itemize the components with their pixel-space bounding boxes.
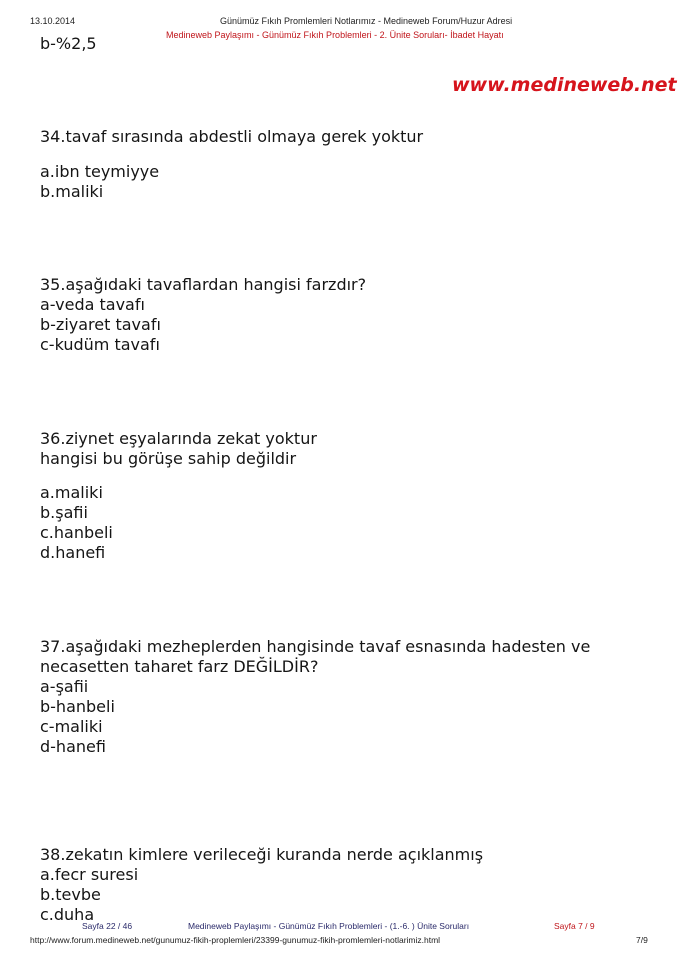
watermark-text: www.medineweb.net	[452, 74, 677, 96]
option-d-answer: d-hanefi	[40, 737, 106, 756]
option-b-answer: b.tevbe	[40, 885, 101, 904]
option-c: c.hanbeli	[40, 523, 113, 542]
option-b-answer: b-ziyaret tavafı	[40, 315, 161, 334]
document-subtitle: Medineweb Paylaşımı - Günümüz Fıkıh Problemleri - 2. Ünite Soruları- İbadet Hayatı	[166, 30, 504, 40]
question-text-line2: hangisi bu görüşe sahip değildir	[40, 449, 297, 468]
print-date: 13.10.2014	[30, 16, 76, 26]
option-b: b-hanbeli	[40, 697, 115, 716]
print-page-title: Günümüz Fıkıh Promlemleri Notlarımız - Medineweb Forum/Huzur Adresi	[220, 16, 513, 26]
option-a: a.maliki	[40, 483, 103, 502]
option-c: c.duha	[40, 905, 95, 924]
option-c: c-kudüm tavafı	[40, 335, 160, 354]
option-b: b.şafii	[40, 503, 88, 522]
document-page-number: Sayfa 7 / 9	[554, 921, 595, 931]
option-d-answer: d.hanefi	[40, 543, 106, 562]
question-text: 35.aşağıdaki tavaflardan hangisi farzdır?	[40, 275, 367, 294]
option-b: b.maliki	[40, 182, 104, 201]
option-c: c-maliki	[40, 717, 103, 736]
question-text-line2: necasetten taharet farz DEĞİLDİR?	[40, 657, 319, 676]
question-text: 36.ziynet eşyalarında zekat yoktur	[40, 429, 317, 448]
option-a-answer: a.ibn teymiyye	[40, 162, 160, 181]
option-a: a.fecr suresi	[40, 865, 139, 884]
question-text: 34.tavaf sırasında abdestli olmaya gerek yoktur	[40, 127, 424, 146]
option-a: a-şafii	[40, 677, 89, 696]
footer-caption: Medineweb Paylaşımı - Günümüz Fıkıh Problemleri - (1.-6. ) Ünite Soruları	[188, 921, 470, 931]
option-a: a-veda tavafı	[40, 295, 145, 314]
question-text: 37.aşağıdaki mezheplerden hangisinde tavaf esnasında hadesten ve	[40, 637, 591, 656]
print-url[interactable]: http://www.forum.medineweb.net/gunumuz-fikih-proplemleri/23399-gunumuz-fikih-promlemleri-notlarimiz.html	[30, 935, 441, 945]
forum-page-number: Sayfa 22 / 46	[82, 921, 133, 931]
question-text: 38.zekatın kimlere verileceği kuranda nerde açıklanmış	[40, 845, 484, 864]
print-page-number: 7/9	[636, 935, 648, 945]
previous-answer: b-%2,5	[40, 34, 97, 53]
